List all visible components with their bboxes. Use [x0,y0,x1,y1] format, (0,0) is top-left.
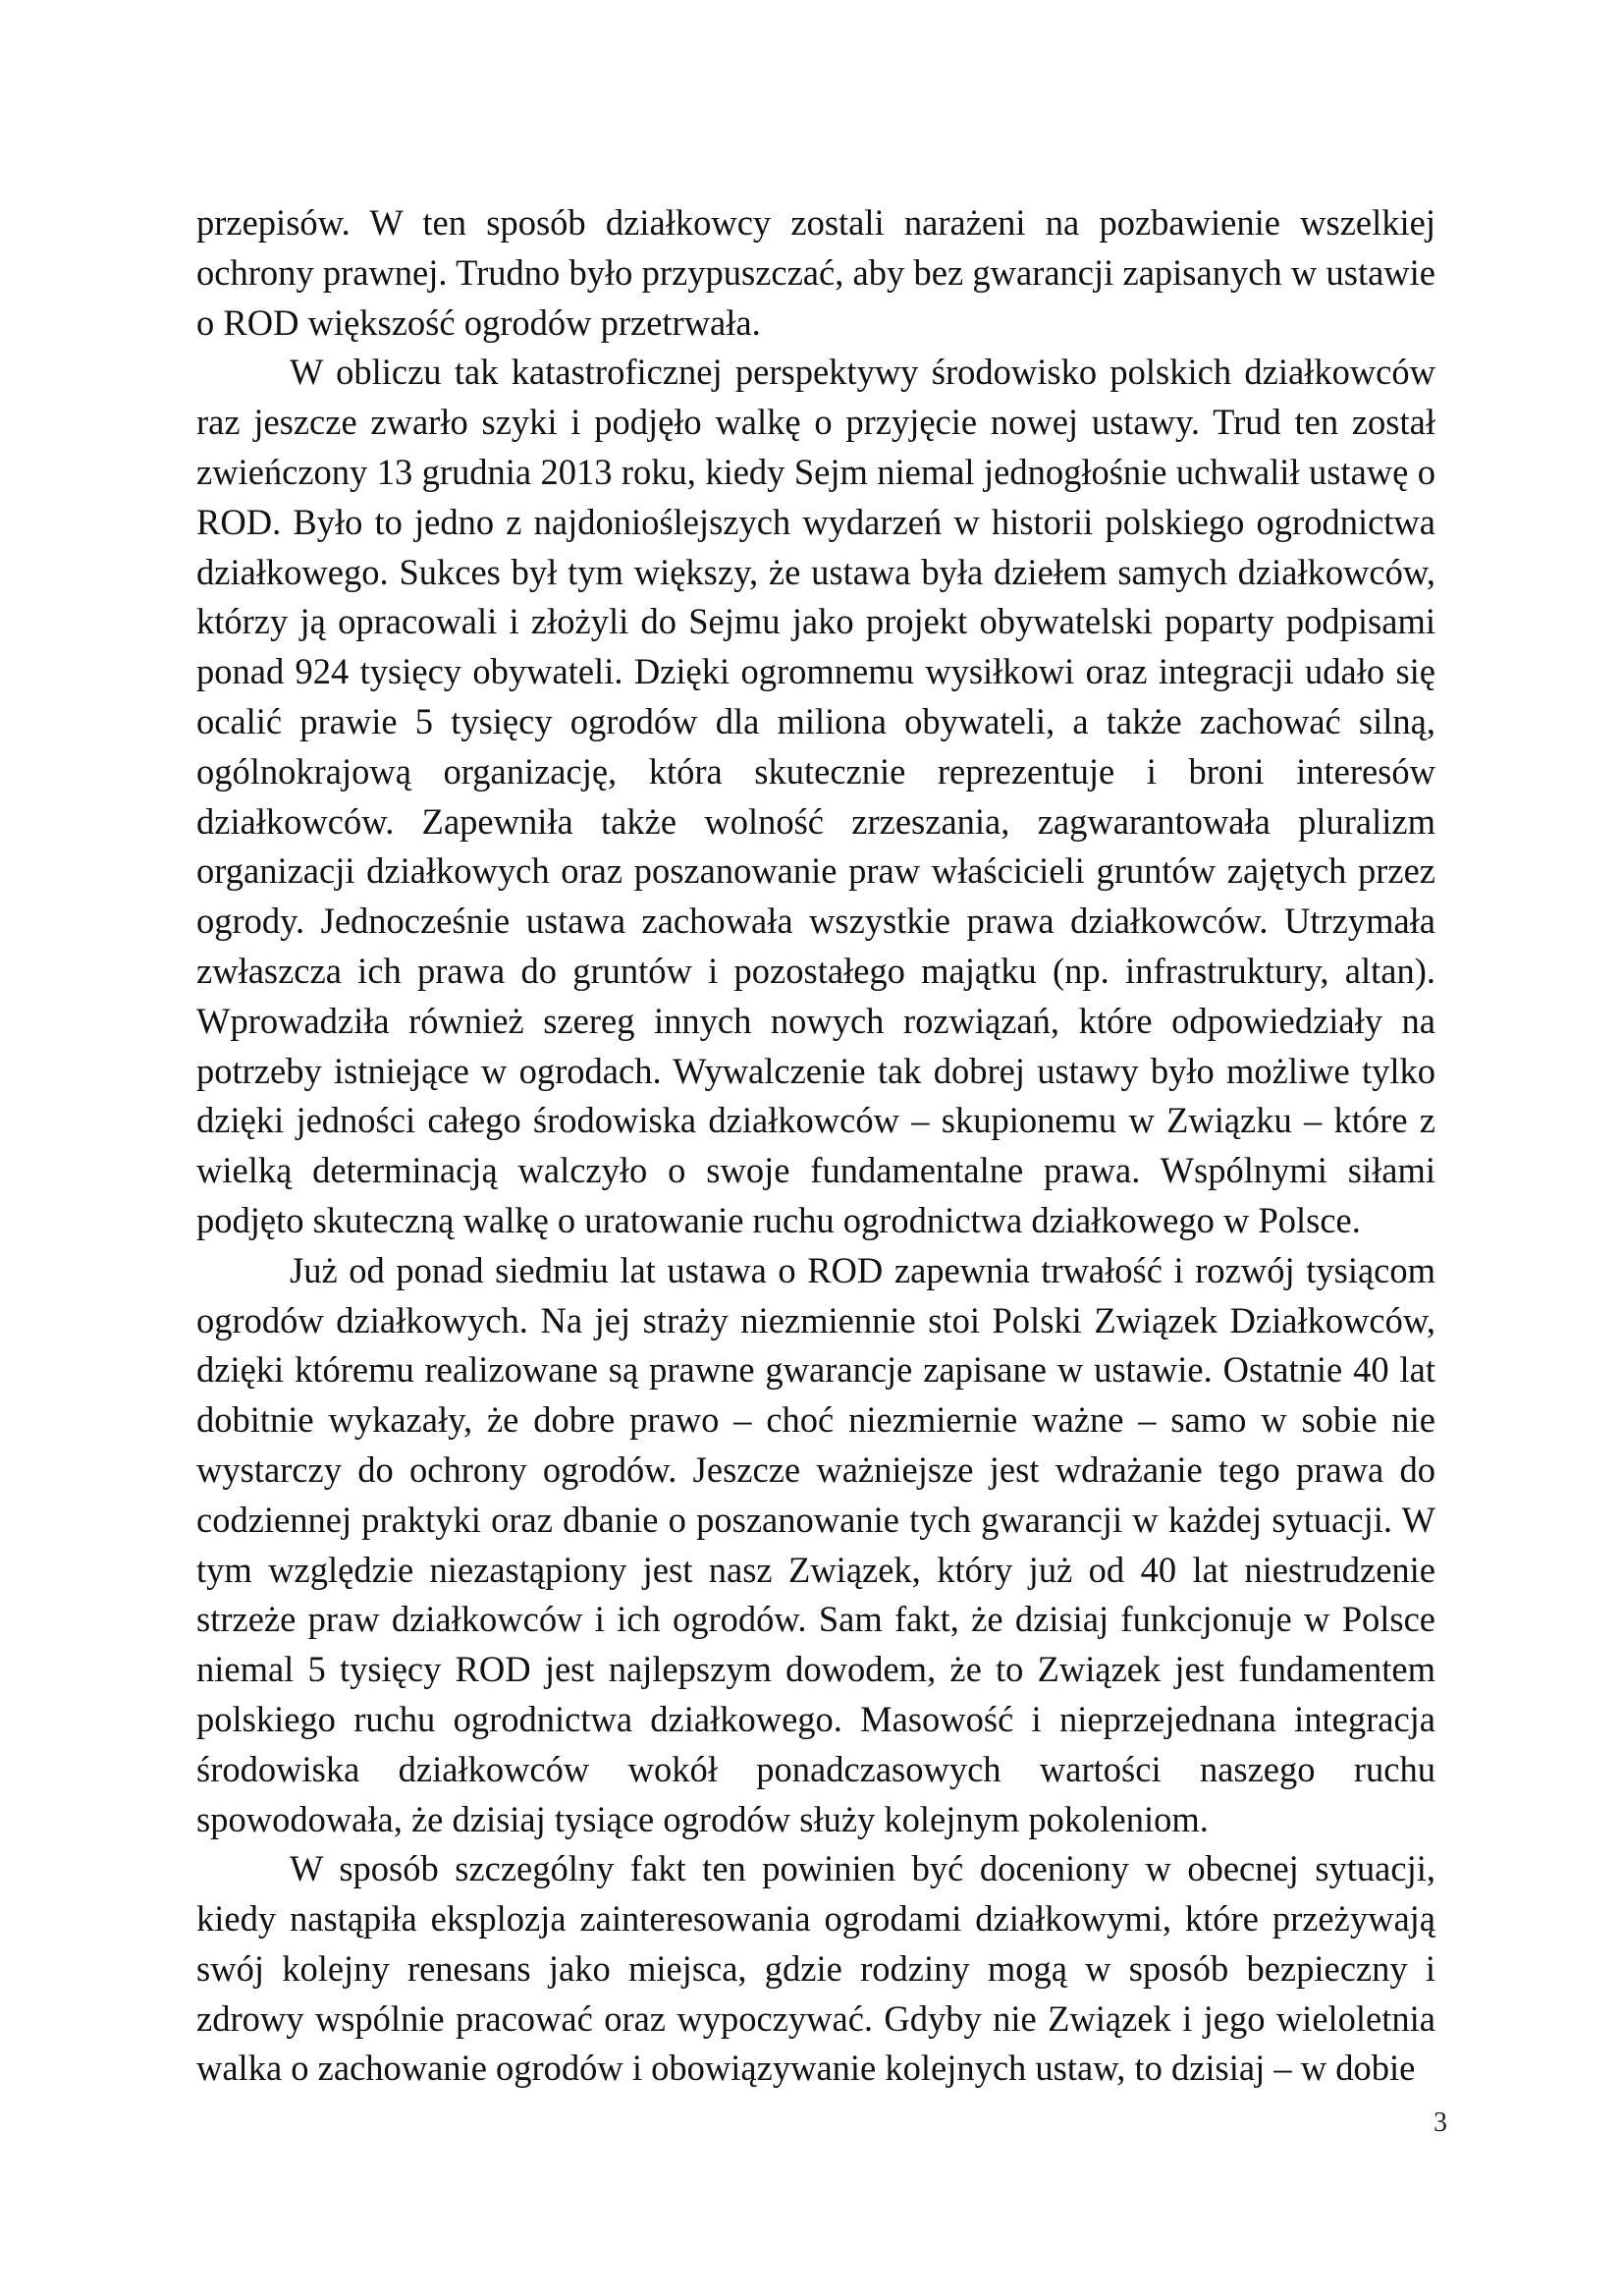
paragraph: Już od ponad siedmiu lat ustawa o ROD zapewnia trwałość i rozwój tysiącom ogrodów działkowych. Na jej straży niezmiennie stoi Polski Związek Działkowców, dzięki któremu realizowane są prawne gwarancje zapisane w ustawie. Ostatnie 40 lat dobitnie wykazały, że dobre prawo – choć niezmiernie ważne – samo w sobie nie wystarczy do ochrony ogrodów. Jeszcze ważniejsze jest wdrażanie tego prawa do codziennej praktyki oraz dbanie o poszanowanie tych gwarancji w każdej sytuacji. W tym względzie niezastąpiony jest nasz Związek, który już od 40 lat niestrudzenie strzeże praw działkowców i ich ogrodów. Sam fakt, że dzisiaj funkcjonuje w Polsce niemal 5 tysięcy ROD jest najlepszym dowodem, że to Związek jest fundamentem polskiego ruchu ogrodnictwa działkowego. Masowość i nieprzejednana integracja środowiska działkowców wokół ponadczasowych wartości naszego ruchu spowodowała, że dzisiaj tysiące ogrodów służy kolejnym pokoleniom. [196,1249,1435,1839]
paragraph-continuation: przepisów. W ten sposób działkowcy zostali narażeni na pozbawienie wszelkiej ochrony prawnej. Trudno było przypuszczać, aby bez gwarancji zapisanych w ustawie o ROD większość ogrodów przetrwała. [196,202,1435,343]
paragraph: W sposób szczególny fakt ten powinien być doceniony w obecnej sytuacji, kiedy nastąpiła eksplozja zainteresowania ogrodami działkowymi, które przeżywają swój kolejny renesans jako miejsca, gdzie rodziny mogą w sposób bezpieczny i zdrowy wspólnie pracować oraz wypoczywać. Gdyby nie Związek i jego wieloletnia walka o zachowanie ogrodów i obowiązywanie kolejnych ustaw, to dzisiaj – w dobie [196,1848,1435,2089]
paragraph: W obliczu tak katastroficznej perspektywy środowisko polskich działkowców raz jeszcze zwarło szyki i podjęło walkę o przyjęcie nowej ustawy. Trud ten został zwieńczony 13 grudnia 2013 roku, kiedy Sejm niemal jednogłośnie uchwalił ustawę o ROD. Było to jedno z najdonioślejszych wydarzeń w historii polskiego ogrodnictwa działkowego. Sukces był tym większy, że ustawa była dziełem samych działkowców, którzy ją opracowali i złożyli do Sejmu jako projekt obywatelski poparty podpisami ponad 924 tysięcy obywateli. Dzięki ogromnemu wysiłkowi oraz integracji udało się ocalić prawie 5 tysięcy ogrodów dla miliona obywateli, a także zachować silną, ogólnokrajową organizację, która skutecznie reprezentuje i broni interesów działkowców. Zapewniła także wolność zrzeszania, zagwarantowała pluralizm organizacji działkowych oraz poszanowanie praw właścicieli gruntów zajętych przez ogrody. Jednocześnie ustawa zachowała wszystkie prawa działkowców. Utrzymała zwłaszcza ich prawa do gruntów i pozostałego majątku (np. infrastruktury, altan). Wprowadziła również szereg innych nowych rozwiązań, które odpowiedziały na potrzeby istniejące w ogrodach. Wywalczenie tak dobrej ustawy było możliwe tylko dzięki jedności całego środowiska działkowców – skupionemu w Związku – które z wielką determinacją walczyło o swoje fundamentalne prawa. Wspólnymi siłami podjęto skuteczną walkę o uratowanie ruchu ogrodnictwa działkowego w Polsce. [196,352,1435,1240]
page-number: 3 [1434,2107,1447,2138]
body-text [196,198,1435,2094]
